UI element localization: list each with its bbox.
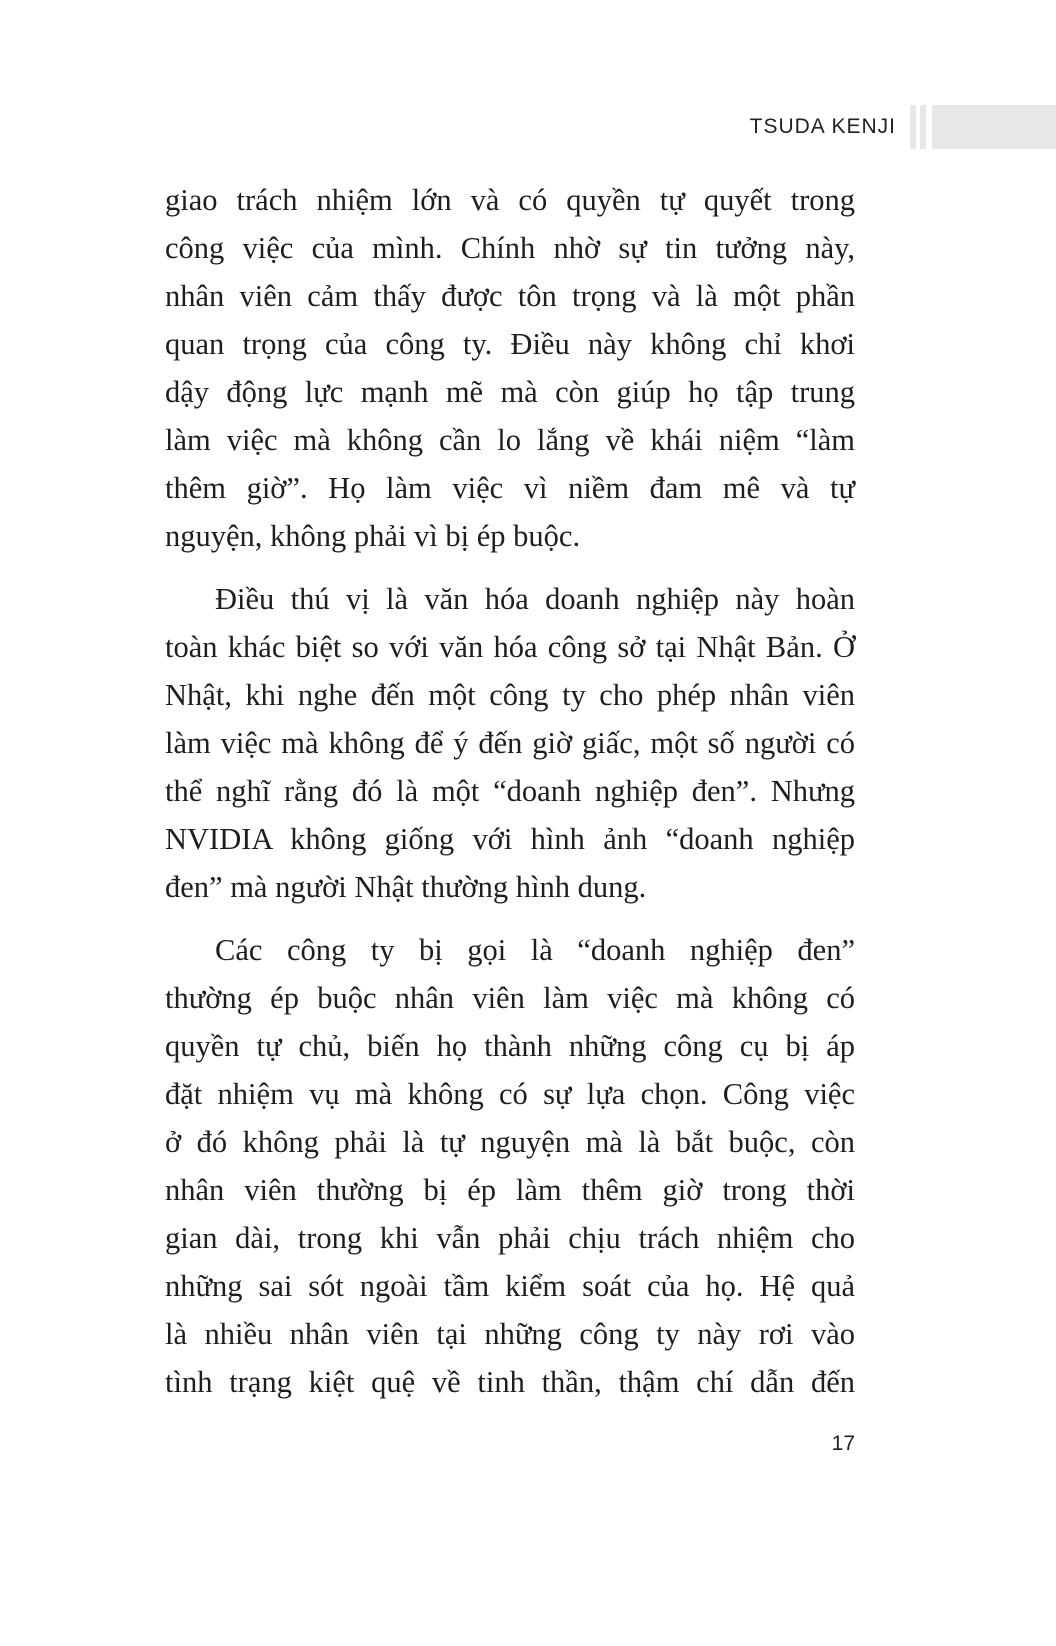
- text-line: làm việc mà không để ý đến giờ giấc, một số người có: [165, 726, 855, 760]
- text-line: ở đó không phải là tự nguyện mà là bắt buộc, còn: [165, 1125, 855, 1159]
- text-line: thêm giờ”. Họ làm việc vì niềm đam mê và tự: [165, 471, 855, 505]
- page-number: 17: [831, 1432, 855, 1455]
- text-line: thể nghĩ rằng đó là một “doanh nghiệp đen”. Nhưng: [165, 774, 855, 808]
- text-line: nhân viên thường bị ép làm thêm giờ trong thời: [165, 1173, 855, 1207]
- paragraph-3: [165, 926, 855, 1406]
- text-line: là nhiều nhân viên tại những công ty này rơi vào: [165, 1317, 855, 1351]
- text-line: toàn khác biệt so với văn hóa công sở tại Nhật Bản. Ở: [165, 630, 855, 664]
- text-line: đen” mà người Nhật thường hình dung.: [165, 870, 647, 904]
- text-line: những sai sót ngoài tầm kiểm soát của họ. Hệ quả: [165, 1269, 855, 1303]
- text-line: quyền tự chủ, biến họ thành những công cụ bị áp: [165, 1029, 855, 1063]
- running-head: [0, 105, 1056, 149]
- text-line: quan trọng của công ty. Điều này không chỉ khơi: [165, 327, 855, 361]
- text-line: Điều thú vị là văn hóa doanh nghiệp này hoàn: [215, 582, 855, 616]
- text-line: thường ép buộc nhân viên làm việc mà không có: [165, 981, 855, 1015]
- text-line: dậy động lực mạnh mẽ mà còn giúp họ tập trung: [165, 375, 855, 409]
- text-line: tình trạng kiệt quệ về tinh thần, thậm chí dẫn đến: [165, 1365, 855, 1399]
- text-line: NVIDIA không giống với hình ảnh “doanh nghiệp: [165, 822, 855, 856]
- text-line: Các công ty bị gọi là “doanh nghiệp đen”: [215, 933, 855, 967]
- text-line: giao trách nhiệm lớn và có quyền tự quyết trong: [165, 183, 855, 217]
- text-line: đặt nhiệm vụ mà không có sự lựa chọn. Công việc: [165, 1077, 855, 1111]
- text-line: công việc của mình. Chính nhờ sự tin tưởng này,: [165, 231, 855, 265]
- body-text: [165, 176, 855, 1421]
- running-head-author: TSUDA KENJI: [749, 115, 896, 138]
- header-decorative-block: [932, 105, 1056, 149]
- header-decorative-bar: [920, 105, 926, 149]
- header-decorative-bar: [910, 105, 916, 149]
- text-line: làm việc mà không cần lo lắng về khái niệm “làm: [165, 423, 855, 457]
- paragraph-2: [165, 575, 855, 911]
- text-line: nguyện, không phải vì bị ép buộc.: [165, 519, 581, 553]
- paragraph-1: [165, 176, 855, 560]
- text-line: nhân viên cảm thấy được tôn trọng và là một phần: [165, 279, 855, 313]
- text-line: Nhật, khi nghe đến một công ty cho phép nhân viên: [165, 678, 855, 712]
- text-line: gian dài, trong khi vẫn phải chịu trách nhiệm cho: [165, 1221, 855, 1255]
